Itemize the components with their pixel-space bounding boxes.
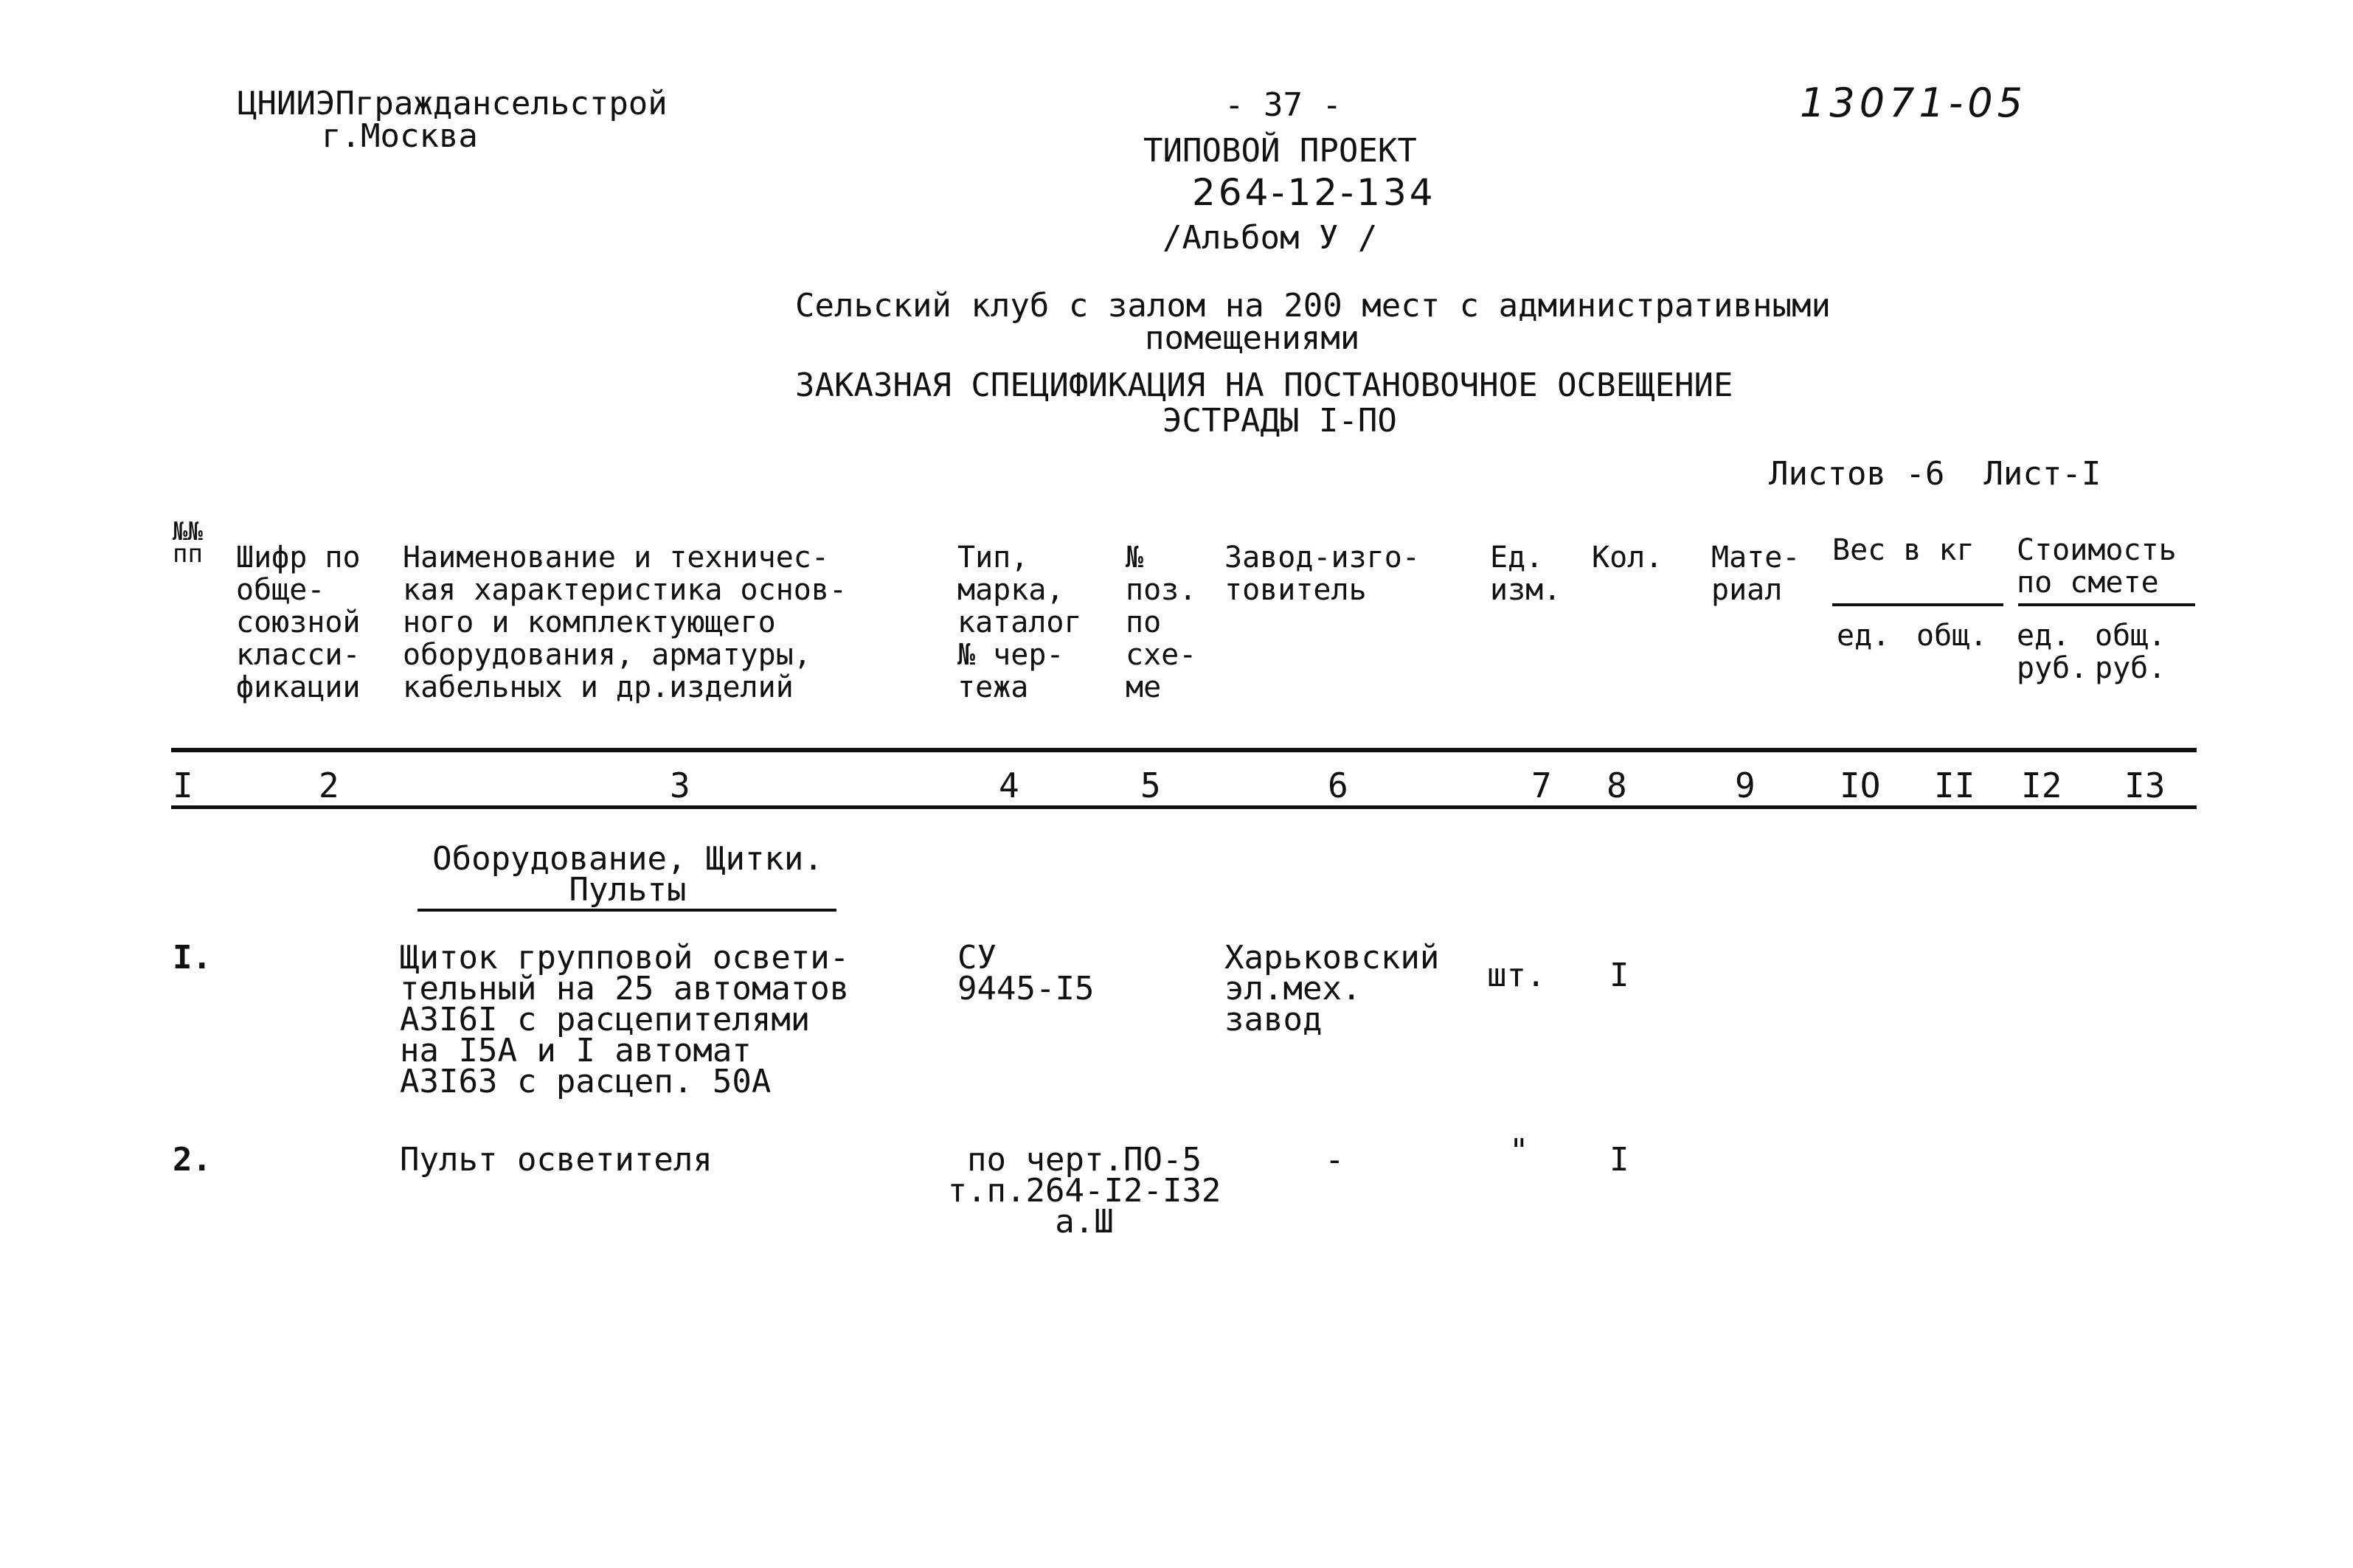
column-number-10: IO [1840, 766, 1881, 805]
column-header-position: № поз. по схе- ме [1126, 541, 1197, 704]
section-title-underline [417, 909, 836, 912]
project-label: ТИПОВОЙ ПРОЕКТ [1143, 132, 1417, 170]
row-2-type: по черт.ПО-5 т.п.264-I2-I32 а.Ш [947, 1141, 1221, 1241]
row-1-number: I. [173, 939, 212, 976]
column-header-weight-total: общ. [1916, 619, 1988, 653]
column-header-quantity: Кол. [1592, 541, 1663, 575]
row-1-name: Щиток групповой освети- тельный на 25 автоматов А3I6I с расцепителями на I5А и I автомат А3I63 с расцеп. 50А [400, 939, 850, 1100]
cost-header-rule [2018, 603, 2195, 606]
column-number-rule [171, 805, 2197, 809]
column-header-material: Мате- риал [1711, 541, 1801, 607]
column-number-12: I2 [2021, 766, 2062, 805]
row-1-unit: шт. [1487, 957, 1546, 994]
column-number-8: 8 [1607, 766, 1627, 805]
column-header-unit: Ед. изм. [1490, 541, 1562, 607]
row-2-unit: " [1509, 1132, 1529, 1170]
row-1-quantity: I [1609, 957, 1629, 994]
row-2-quantity: I [1609, 1141, 1629, 1179]
column-number-6: 6 [1328, 766, 1348, 805]
organization-city: г.Москва [322, 117, 478, 155]
column-number-3: 3 [670, 766, 690, 805]
column-number-1: I [173, 766, 193, 805]
specification-title-line2: ЭСТРАДЫ I-ПО [1162, 402, 1397, 440]
sheet-counter: Листов -6 Лист-I [1769, 455, 2101, 493]
header-bottom-rule [171, 748, 2197, 752]
column-header-manufacturer: Завод-изго- товитель [1224, 541, 1420, 607]
document-number: 13071-05 [1800, 80, 2027, 126]
column-number-5: 5 [1140, 766, 1161, 805]
column-header-cost-unit: ед. руб. [2017, 619, 2088, 685]
page-number: - 37 - [1224, 86, 1342, 124]
document-title-line1: Сельский клуб с залом на 200 мест с административными [795, 287, 1831, 325]
row-2-manufacturer: - [1325, 1141, 1345, 1179]
column-number-4: 4 [999, 766, 1019, 805]
section-title: Оборудование, Щитки. Пульты [432, 840, 823, 909]
column-header-classifier: Шифр по обще- союзной класси- фикации [236, 541, 361, 704]
column-number-11: II [1934, 766, 1975, 805]
organization-name: ЦНИИЭПграждансельстрой [238, 85, 668, 122]
column-header-weight: Вес в кг [1832, 533, 1975, 567]
column-header-name: Наименование и техничес- кая характеристика основ- ного и комплектующего оборудования, арматуры, кабельных и др.изделий [403, 541, 848, 704]
column-header-type: Тип, марка, каталог № чер- тежа [957, 541, 1082, 704]
document-title-line2: помещениями [1145, 319, 1360, 357]
row-1-manufacturer: Харьковский эл.мех. завод [1224, 939, 1440, 1038]
row-2-name: Пульт осветителя [400, 1141, 713, 1179]
specification-title-line1: ЗАКАЗНАЯ СПЕЦИФИКАЦИЯ НА ПОСТАНОВОЧНОЕ ОСВЕЩЕНИЕ [795, 367, 1733, 404]
column-number-7: 7 [1531, 766, 1552, 805]
column-number-9: 9 [1735, 766, 1756, 805]
column-header-cost-total: общ. руб. [2095, 619, 2166, 685]
column-header-cost: Стоимость по смете [2017, 533, 2177, 600]
row-2-number: 2. [173, 1141, 212, 1179]
column-header-weight-unit: ед. [1837, 619, 1891, 653]
column-number-13: I3 [2124, 766, 2166, 805]
project-number: 264-12-134 [1192, 171, 1436, 214]
column-header-number: №№ пп [173, 517, 203, 569]
weight-header-rule [1832, 603, 2003, 606]
column-number-2: 2 [319, 766, 339, 805]
row-1-type: СУ 9445-I5 [957, 939, 1095, 1007]
album-label: /Альбом У / [1162, 219, 1378, 257]
